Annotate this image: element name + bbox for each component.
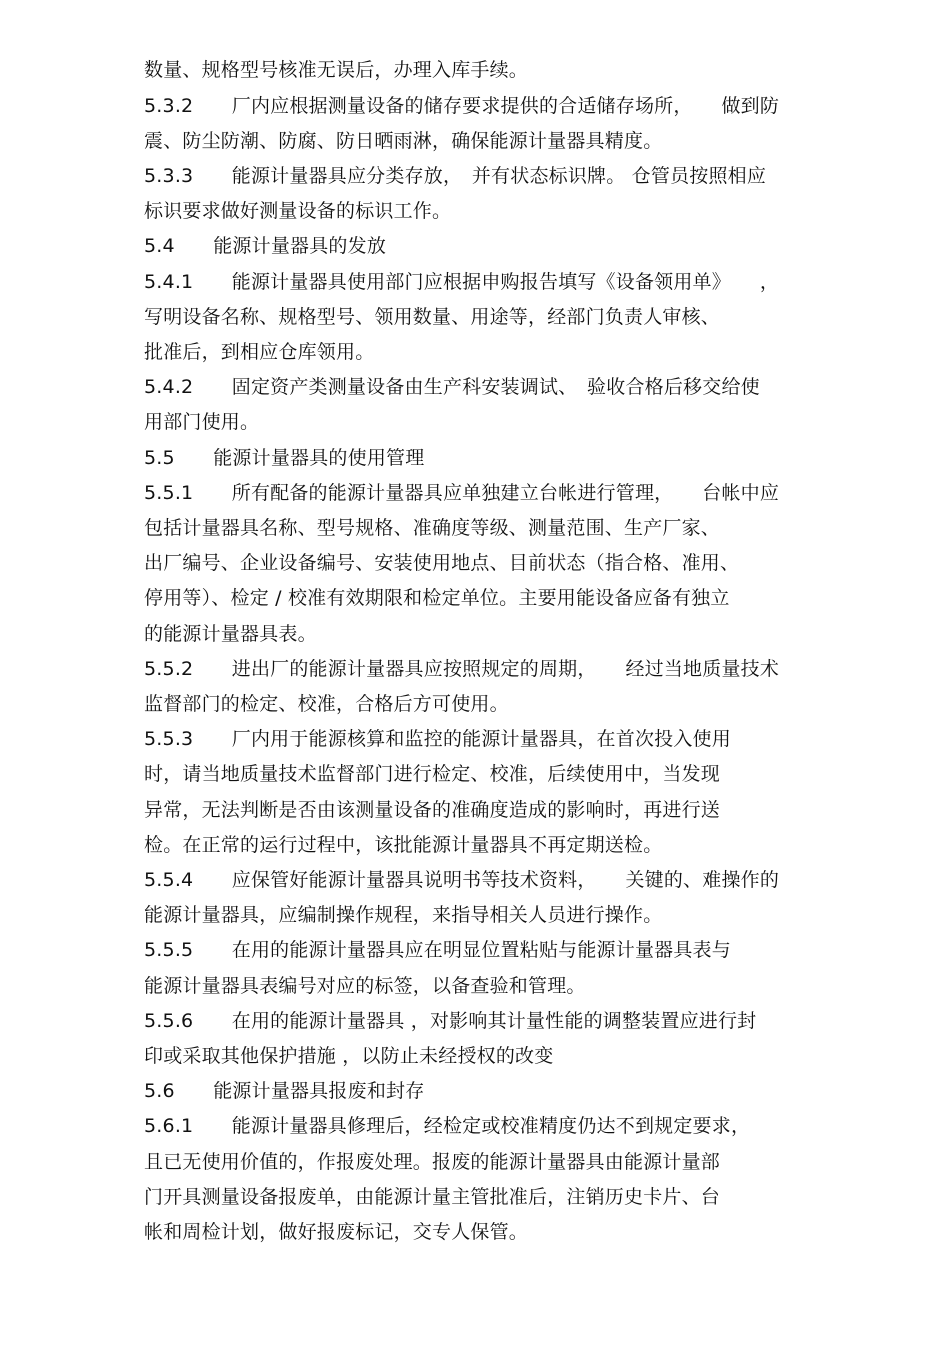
text-line: 标识要求做好测量设备的标识工作。: [144, 200, 452, 222]
text-line: 的能源计量器具表。: [144, 623, 317, 645]
text-line: 5.5.2 进出厂的能源计量器具应按照规定的周期， 经过当地质量技术: [144, 658, 780, 680]
text-line: 停用等）、检定 / 校准有效期限和检定单位。主要用能设备应备有独立: [144, 587, 730, 609]
text-line: 批准后，到相应仓库领用。: [144, 341, 375, 363]
text-line: 时，请当地质量技术监督部门进行检定、校准，后续使用中，当发现: [144, 763, 721, 785]
text-line: 5.5.6 在用的能源计量器具 ，对影响其计量性能的调整装置应进行封: [144, 1010, 757, 1032]
text-line: 门开具测量设备报废单，由能源计量主管批准后，注销历史卡片、台: [144, 1186, 721, 1208]
text-line: 印或采取其他保护措施 ，以防止未经授权的改变: [144, 1045, 554, 1067]
text-line: 5.3.3 能源计量器具应分类存放， 并有状态标识牌。 仓管员按照相应: [144, 165, 767, 187]
text-line: 写明设备名称、规格型号、领用数量、用途等，经部门负责人审核、: [144, 306, 721, 328]
text-line: 帐和周检计划，做好报废标记，交专人保管。: [144, 1221, 529, 1243]
text-line: 5.4.1 能源计量器具使用部门应根据申购报告填写《设备领用单》 ，: [144, 271, 780, 293]
text-line: 且已无使用价值的，作报废处理。报废的能源计量器具由能源计量部: [144, 1151, 721, 1173]
text-line: 震、防尘防潮、防腐、防日晒雨淋，确保能源计量器具精度。: [144, 130, 663, 152]
text-line: 5.4.2 固定资产类测量设备由生产科安装调试、 验收合格后移交给使: [144, 376, 760, 398]
section-heading: 5.4 能源计量器具的发放: [144, 235, 387, 257]
text-line: 用部门使用。: [144, 411, 260, 433]
text-line: 数量、规格型号核准无误后，办理入库手续。: [144, 59, 529, 81]
text-line: 出厂编号、企业设备编号、安装使用地点、目前状态（指合格、准用、: [144, 552, 740, 574]
text-line: 能源计量器具表编号对应的标签，以备查验和管理。: [144, 975, 586, 997]
text-line: 监督部门的检定、校准，合格后方可使用。: [144, 693, 509, 715]
text-line: 包括计量器具名称、型号规格、准确度等级、测量范围、生产厂家、: [144, 517, 721, 539]
text-line: 5.3.2 厂内应根据测量设备的储存要求提供的合适储存场所， 做到防: [144, 95, 780, 117]
text-line: 5.5.4 应保管好能源计量器具说明书等技术资料， 关键的、难操作的: [144, 869, 780, 891]
text-line: 检。在正常的运行过程中，该批能源计量器具不再定期送检。: [144, 834, 663, 856]
text-line: 5.5.5 在用的能源计量器具应在明显位置粘贴与能源计量器具表与: [144, 939, 731, 961]
text-line: 异常，无法判断是否由该测量设备的准确度造成的影响时，再进行送: [144, 799, 721, 821]
text-line: 5.5.1 所有配备的能源计量器具应单独建立台帐进行管理， 台帐中应: [144, 482, 780, 504]
text-line: 5.5.3 厂内用于能源核算和监控的能源计量器具，在首次投入使用: [144, 728, 731, 750]
text-line: 5.6.1 能源计量器具修理后，经检定或校准精度仍达不到规定要求，: [144, 1115, 751, 1137]
text-line: 能源计量器具，应编制操作规程，来指导相关人员进行操作。: [144, 904, 663, 926]
section-heading: 5.6 能源计量器具报废和封存: [144, 1080, 425, 1102]
section-heading: 5.5 能源计量器具的使用管理: [144, 447, 425, 469]
